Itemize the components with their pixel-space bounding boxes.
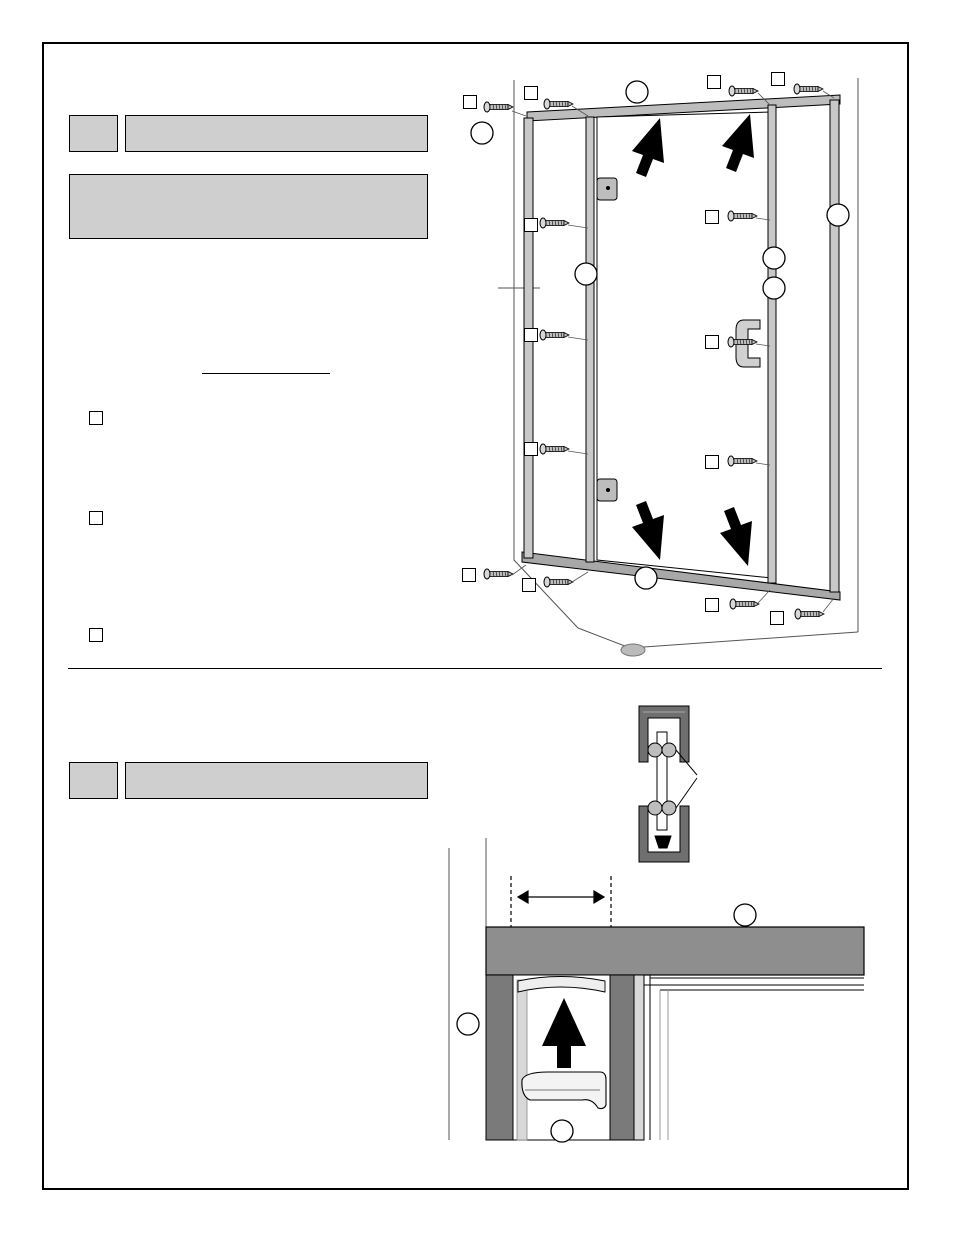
callout-bumper xyxy=(551,1120,573,1142)
header-rail xyxy=(486,927,864,975)
strike-jamb-dark xyxy=(610,975,634,1140)
wall-jamb-dark xyxy=(486,975,513,1140)
profile-cross-section xyxy=(639,706,697,862)
door-top-frame xyxy=(644,975,864,1140)
callout-wall-jamb xyxy=(457,1013,479,1035)
callout-header xyxy=(734,904,756,926)
wall-lines xyxy=(449,838,486,1140)
